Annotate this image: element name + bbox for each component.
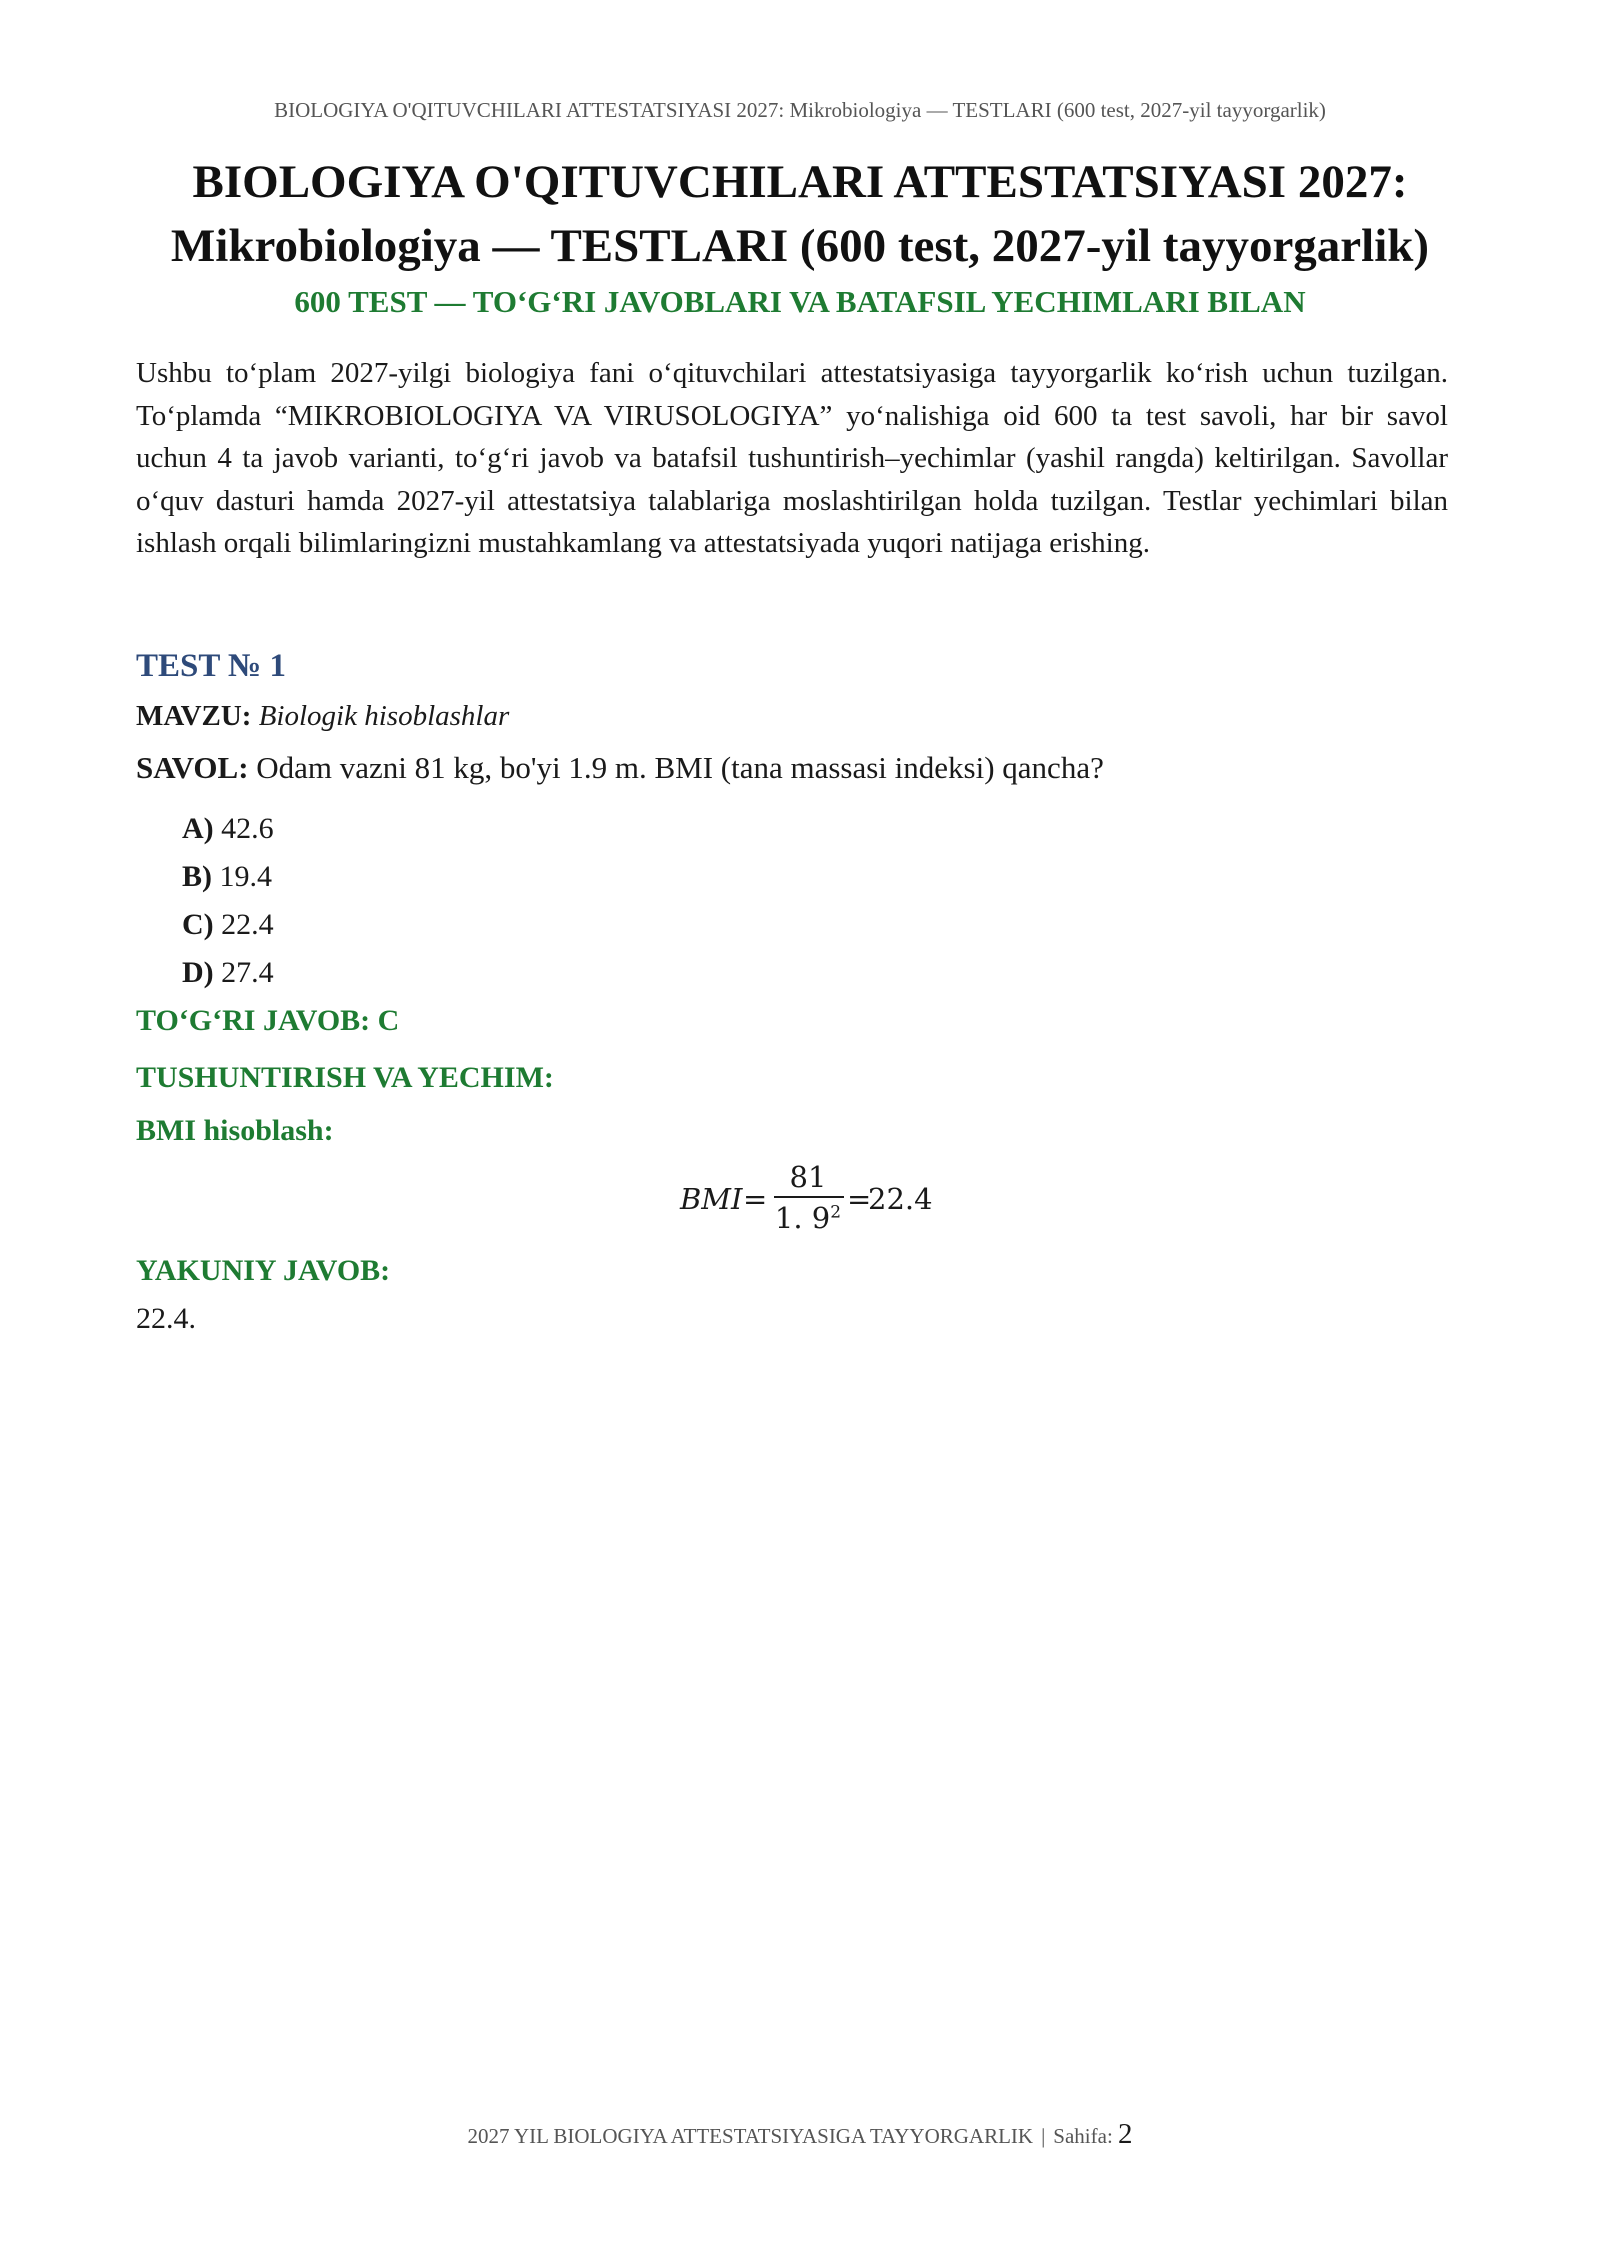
- option-text: 42.6: [221, 812, 274, 845]
- final-answer: 22.4.: [136, 1302, 196, 1335]
- running-header: BIOLOGIYA O'QITUVCHILARI ATTESTATSIYASI 2027: Mikrobiologiya — TESTLARI (600 test, 2027-yil tayyorgarlik): [274, 98, 1326, 122]
- document-title: [100, 150, 1500, 278]
- question-text: Odam vazni 81 kg, bo'yi 1.9 m. BMI (tana massasi indeksi) qancha?: [256, 750, 1104, 785]
- topic-label: MAVZU:: [136, 700, 252, 732]
- formula-equals: =: [743, 1182, 768, 1216]
- option-c: [182, 901, 274, 949]
- option-text: 27.4: [221, 956, 274, 989]
- option-b: [182, 853, 274, 901]
- title-line-2: Mikrobiologiya — TESTLARI (600 test, 2027-yil tayyorgarlik): [170, 220, 1430, 272]
- option-text: 19.4: [219, 860, 272, 893]
- document-subtitle: 600 TEST — TO‘G‘RI JAVOBLARI VA BATAFSIL YECHIMLARI BILAN: [294, 284, 1306, 319]
- page-footer: [0, 2118, 1600, 2151]
- footer-text: 2027 YIL BIOLOGIYA ATTESTATSIYASIGA TAYYORGARLIK: [467, 2124, 1034, 2148]
- calc-heading: BMI hisoblash:: [136, 1114, 334, 1147]
- explanation-heading: TUSHUNTIRISH VA YECHIM:: [136, 1061, 554, 1094]
- answer-options: [182, 805, 274, 997]
- formula-lhs: BMI: [680, 1182, 743, 1216]
- footer-separator: |: [1041, 2124, 1046, 2148]
- option-letter: C): [182, 908, 214, 941]
- option-text: 22.4: [221, 908, 274, 941]
- topic-line: [136, 700, 509, 733]
- option-d: [182, 949, 274, 997]
- final-heading: YAKUNIY JAVOB:: [136, 1254, 391, 1287]
- formula-equals-2: =: [847, 1182, 872, 1216]
- intro-paragraph: Ushbu to‘plam 2027-yilgi biologiya fani o‘qituvchilari attestatsiyasiga tayyorgarlik ko‘rish uchun tuzilgan. To‘plamda “MIKROBIOLOGIYA VA VIRUSOLOGIYA” yo‘nalishiga oid 600 ta test savoli, har bir savol uchun 4 ta javob varianti, to‘g‘ri javob va batafsil tushuntirish–yechimlar (yashil rangda) keltirilgan. Savollar o‘quv dasturi hamda 2027-yil attestatsiya talablariga moslashtirilgan holda tuzilgan. Testlar yechimlari bilan ishlash orqali bilimlaringizni mustahkamlang va attestatsiyada yuqori natijaga erishing.: [136, 357, 1448, 559]
- topic-value: Biologik hisoblashlar: [258, 700, 510, 732]
- correct-answer: TO‘G‘RI JAVOB: C: [136, 1004, 400, 1037]
- test-heading: TEST № 1: [136, 648, 286, 684]
- title-line-1: BIOLOGIYA O'QITUVCHILARI ATTESTATSIYASI 2027:: [192, 156, 1408, 208]
- option-a: [182, 805, 274, 853]
- formula-result: 22.4: [868, 1182, 933, 1216]
- formula-denominator: [768, 1201, 848, 1235]
- page-number: 2: [1118, 2118, 1133, 2150]
- page-label: Sahifa:: [1053, 2124, 1113, 2148]
- question-label: SAVOL:: [136, 750, 249, 785]
- formula-numerator: 81: [789, 1160, 827, 1194]
- option-letter: B): [182, 860, 212, 893]
- option-letter: D): [182, 956, 214, 989]
- denominator-exponent: 2: [830, 1202, 842, 1223]
- fraction-bar: [774, 1196, 844, 1198]
- option-letter: A): [182, 812, 214, 845]
- denominator-base: 1. 9: [774, 1201, 831, 1235]
- question-line: [136, 750, 1104, 786]
